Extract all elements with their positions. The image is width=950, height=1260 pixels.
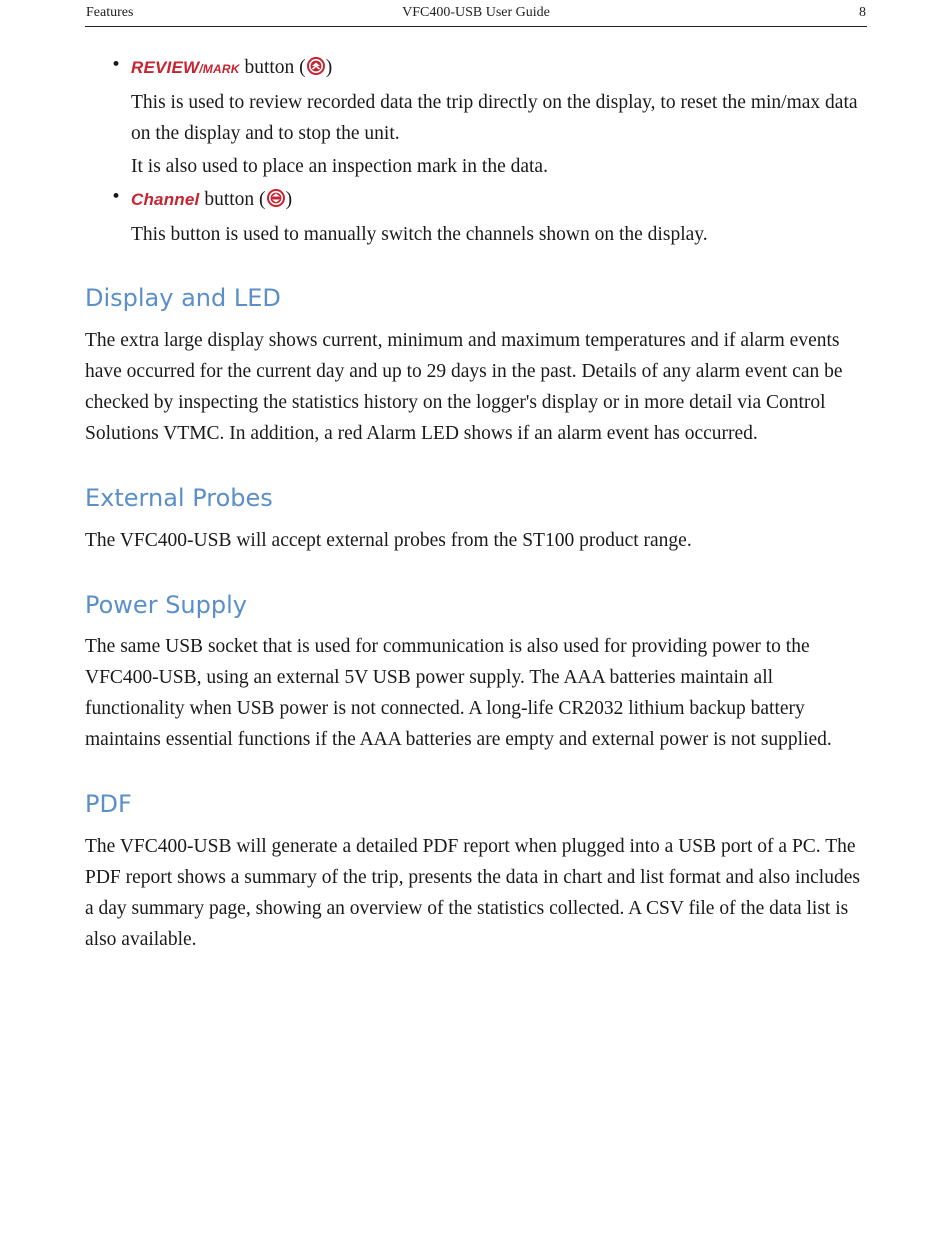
channel-button-icon — [266, 187, 286, 219]
section-body: The same USB socket that is used for communication is also used for providing power to the VFC400-USB, using an external 5V USB power supply. The AAA batteries maintain all functionality when USB power is not connected. A long-life CR2032 lithium backup battery maintains essential functions if the AAA batteries are empty and external power is not supplied. — [85, 636, 832, 750]
header-section-title: Features — [86, 5, 134, 20]
review-mark-button-icon — [306, 55, 326, 87]
bullet-title: REVIEW/MARK button ( ) — [131, 52, 867, 87]
header-page-number: 8 — [859, 5, 866, 20]
section-display-led — [85, 282, 867, 449]
section-heading: Display and LED — [85, 284, 281, 312]
bullet-title: Channel button ( ) — [131, 184, 867, 219]
bullet-paragraph: This is used to review recorded data the trip directly on the display, to reset the min/max data on the display and to stop the unit. — [131, 92, 858, 144]
bullet-paragraph: It is also used to place an inspection mark in the data. — [131, 156, 548, 177]
page-header — [85, 4, 867, 27]
bullet-paragraph: This button is used to manually switch the channels shown on the display. — [131, 224, 708, 245]
section-heading: Power Supply — [85, 591, 247, 619]
button-list — [85, 52, 867, 250]
list-item-channel — [85, 184, 867, 250]
section-power-supply — [85, 589, 867, 755]
section-pdf — [85, 788, 867, 955]
section-external-probes — [85, 482, 867, 556]
page-content — [85, 52, 867, 955]
section-body: The VFC400-USB will generate a detailed PDF report when plugged into a USB port of a PC. The PDF report shows a summary of the trip, presents the data in chart and list format and also includes a day summary page, showing an overview of the statistics collected. A CSV file of the data list is also available. — [85, 836, 860, 950]
bullet-dot: • — [111, 187, 122, 207]
bullet-dot: • — [111, 55, 122, 75]
review-mark-label: REVIEW/MARK — [131, 58, 240, 77]
channel-label: Channel — [131, 190, 200, 209]
section-heading: PDF — [85, 790, 132, 818]
header-doc-title: VFC400-USB User Guide — [402, 5, 550, 20]
section-body: The VFC400-USB will accept external probes from the ST100 product range. — [85, 530, 692, 551]
list-item-review-mark — [85, 52, 867, 182]
section-heading: External Probes — [85, 484, 273, 512]
section-body: The extra large display shows current, minimum and maximum temperatures and if alarm events have occurred for the current day and up to 29 days in the past. Details of any alarm event can be checked by inspecting the statistics history on the logger's display or in more detail via Control Solutions VTMC. In addition, a red Alarm LED shows if an alarm event has occurred. — [85, 330, 843, 444]
